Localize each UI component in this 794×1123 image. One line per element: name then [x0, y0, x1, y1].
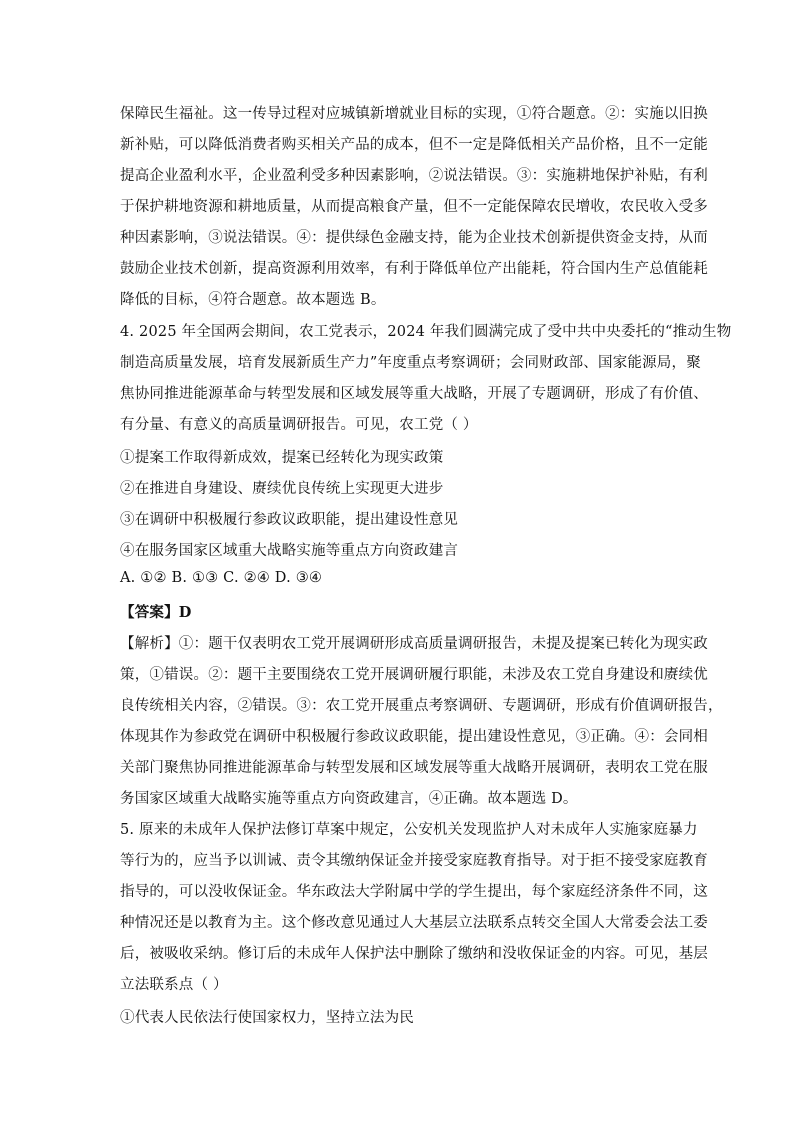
text-line: 有分量、有意义的高质量调研报告。可见，农工党（ ） — [120, 417, 478, 433]
text-line: 立法联系点（ ） — [120, 977, 228, 993]
question-4-stem: 4. 2025 年全国两会期间，农工党表示，2024 年我们圆满完成了受中共中央委托的“推动生物 — [120, 324, 732, 340]
text-line: 新补贴，可以降低消费者购买相关产品的成本，但不一定是降低相关产品价格，且不一定能 — [120, 137, 708, 153]
text-line: 种因素影响，③说法错误。④：提供绿色金融支持，能为企业技术创新提供资金支持，从而 — [120, 230, 708, 246]
option-item: ③在调研中积极履行参政议政职能，提出建设性意见 — [120, 512, 459, 528]
analysis-text: 【解析】①：题干仅表明农工党开展调研形成高质量调研报告，未提及提案已转化为现实政 — [120, 636, 708, 652]
text-line: 务国家区域重大战略实施等重点方向资政建言，④正确。故本题选 D。 — [120, 791, 578, 807]
text-line: 保障民生福祉。这一传导过程对应城镇新增就业目标的实现，①符合题意。②：实施以旧换 — [120, 106, 708, 122]
answer-label: 【答案】D — [120, 604, 192, 621]
text-line: 降低的目标，④符合题意。故本题选 B。 — [120, 292, 386, 308]
text-line: 后，被吸收采纳。修订后的未成年人保护法中删除了缴纳和没收保证金的内容。可见，基层 — [120, 946, 708, 962]
text-line: 焦协同推进能源革命与转型发展和区域发展等重大战略，开展了专题调研，形成了有价值、 — [120, 386, 708, 402]
choice-options: A. ①② B. ①③ C. ②④ D. ③④ — [120, 570, 323, 586]
text-line: 鼓励企业技术创新，提高资源利用效率，有利于降低单位产出能耗，符合国内生产总值能耗 — [120, 261, 708, 277]
text-line: 指导的，可以没收保证金。华东政法大学附属中学的学生提出，每个家庭经济条件不同，这 — [120, 884, 708, 900]
text-line: 关部门聚焦协同推进能源革命与转型发展和区域发展等重大战略开展调研，表明农工党在服 — [120, 760, 708, 776]
text-line: 于保护耕地资源和耕地质量，从而提高粮食产量，但不一定能保障农民增收，农民收入受多 — [120, 199, 708, 215]
option-item: ④在服务国家区域重大战略实施等重点方向资政建言 — [120, 543, 459, 559]
option-item: ②在推进自身建设、赓续优良传统上实现更大进步 — [120, 481, 444, 497]
option-item: ①代表人民依法行使国家权力，坚持立法为民 — [120, 1010, 414, 1026]
text-line: 制造高质量发展，培育发展新质生产力”年度重点考察调研；会同财政部、国家能源局，聚 — [120, 355, 701, 371]
text-line: 良传统相关内容，②错误。③：农工党开展重点考察调研、专题调研，形成有价值调研报告， — [120, 698, 723, 714]
text-line: 提高企业盈利水平，企业盈利受多种因素影响，②说法错误。③：实施耕地保护补贴，有利 — [120, 168, 708, 184]
option-item: ①提案工作取得新成效，提案已经转化为现实政策 — [120, 450, 444, 466]
question-5-stem: 5. 原来的未成年人保护法修订草案中规定，公安机关发现监护人对未成年人实施家庭暴力 — [120, 822, 698, 838]
text-line: 体现其作为参政党在调研中积极履行参政议政职能，提出建设性意见，③正确。④：会同相 — [120, 729, 708, 745]
text-line: 种情况还是以教育为主。这个修改意见通过人大基层立法联系点转交全国人大常委会法工委 — [120, 915, 708, 931]
text-line: 策，①错误。②：题干主要围绕农工党开展调研履行职能，未涉及农工党自身建设和赓续优 — [120, 667, 708, 683]
text-line: 等行为的，应当予以训诫、责令其缴纳保证金并接受家庭教育指导。对于拒不接受家庭教育 — [120, 853, 708, 869]
